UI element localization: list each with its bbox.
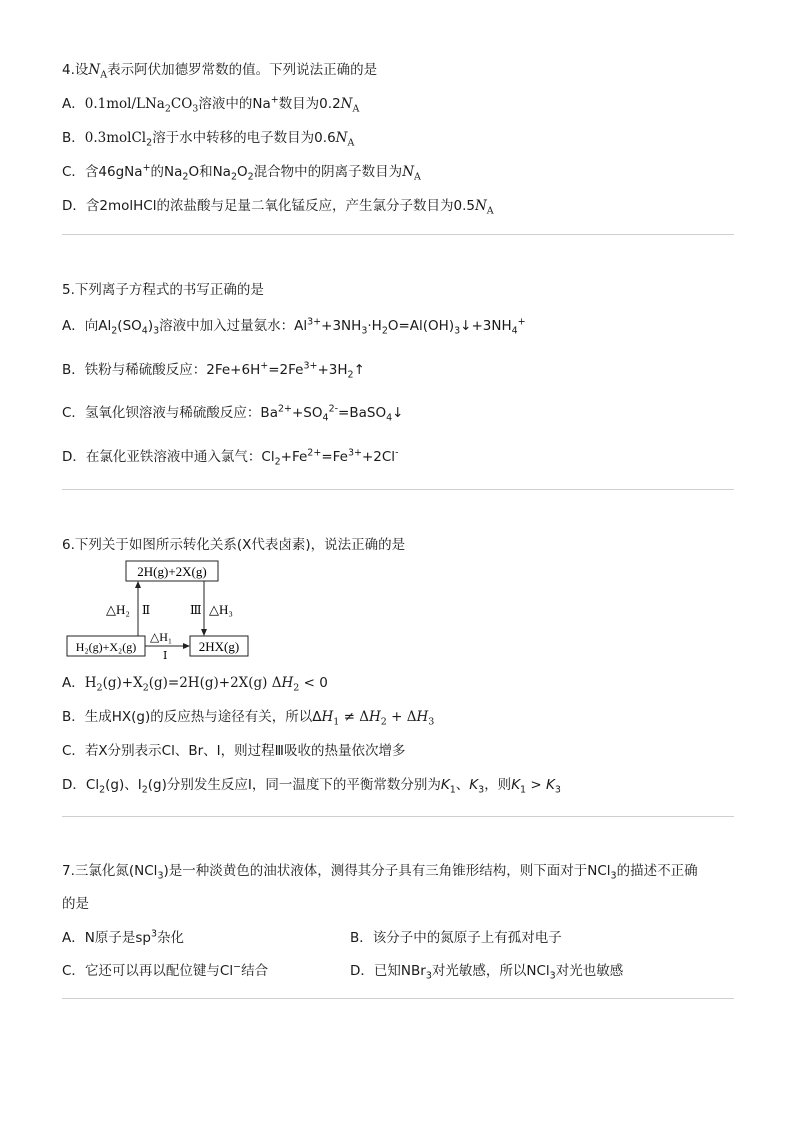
q5-option-c[interactable]: C．氢氧化钡溶液与稀硫酸反应：$Ba^{2+}+SO_4^{2-}=BaSO_4↓$	[62, 403, 404, 424]
route-iii-label: Ⅲ	[190, 603, 202, 617]
divider	[62, 489, 734, 490]
q4-option-c[interactable]: C．含46gNa+的$Na_2O$和$Na_2O_2$混合物中的阴离子数目为$N_A$	[62, 162, 421, 183]
q7-option-d[interactable]: D．已知NBr$_3$对光敏感，所以NCl$_3$对光也敏感	[350, 963, 624, 982]
q4-option-d[interactable]: D．含2molHCl的浓盐酸与足量二氧化锰反应，产生氯分子数目为$0.5N_A$	[62, 198, 494, 217]
diagram-top-box-label: 2H(g)+2X(g)	[137, 564, 207, 579]
q7-option-c[interactable]: C．它还可以再以配位键与Cl−结合	[62, 961, 269, 979]
arrow-path-i-head	[183, 643, 190, 649]
diagram-left-box-label: H₂(g)+X₂(g)	[75, 640, 137, 654]
q6-stem: 6.下列关于如图所示转化关系(X代表卤素)，说法正确的是	[62, 537, 406, 553]
divider	[62, 998, 734, 999]
divider	[62, 816, 734, 817]
q5-option-d[interactable]: D．在氯化亚铁溶液中通入氯气：$Cl_2+Fe^{2+}=Fe^{3+}+2Cl^-$	[62, 447, 399, 468]
dh1-label: △H₁	[150, 630, 173, 644]
q7-stem: 7.三氯化氮(NCl$_3$)是一种淡黄色的油状液体，测得其分子具有三角锥形结构，则下面对于NCl$_3$的描述不正确	[62, 863, 698, 882]
q6-option-d[interactable]: D．$Cl_2(g)$、$I_2(g)$分别发生反应Ⅰ，同一温度下的平衡常数分别为$K_1$、$K_3$，则$K_1 > K_3$	[62, 777, 561, 796]
divider	[62, 234, 734, 235]
q4-stem: 4.设$N_A$表示阿伏加德罗常数的值。下列说法正确的是	[62, 62, 378, 81]
q5-stem: 5.下列离子方程式的书写正确的是	[62, 282, 264, 298]
q6-diagram	[62, 558, 262, 662]
arrow-path-ii-head	[135, 581, 141, 588]
dh3-label: △H₃	[209, 602, 233, 617]
route-i-label: Ⅰ	[163, 650, 168, 662]
q6-option-a[interactable]: A．$H_2(g)+X_2(g)=2H(g)+2X(g) \Delta H_2 < 0$	[62, 675, 328, 694]
q7-option-b[interactable]: B．该分子中的氮原子上有孤对电子	[350, 930, 562, 946]
q4-option-a[interactable]: A．$0.1mol/LNa_2CO_3$溶液中的Na+数目为$0.2N_A$	[62, 94, 360, 115]
q4-option-b[interactable]: B．0.3molCl$_2$溶于水中转移的电子数目为$0.6N_A$	[62, 130, 355, 149]
q5-option-a[interactable]: A．向$Al_2(SO_4)_3$溶液中加入过量氨水：$Al^{3+}+3NH_3\cdot H_2O=Al(OH)_3↓+3NH_4^+$	[62, 316, 526, 337]
q7-stem-continued: 的是	[62, 896, 89, 912]
arrow-path-iii-head	[201, 629, 207, 636]
q5-option-b[interactable]: B．铁粉与稀硫酸反应：$2Fe+6H^+=2Fe^{3+}+3H_2↑$	[62, 360, 365, 381]
q7-option-a[interactable]: A．N原子是$sp^3$杂化	[62, 928, 184, 946]
diagram-right-box-label: 2HX(g)	[198, 639, 240, 654]
q6-option-b[interactable]: B．生成HX(g)的反应热与途径有关，所以$\Delta H_1 \ne \Delta H_2 + \Delta H_3$	[62, 709, 435, 728]
dh2-label: △H₂	[106, 602, 130, 617]
route-ii-label: Ⅱ	[142, 603, 151, 617]
q6-option-c[interactable]: C．若X分别表示Cl、Br、I，则过程Ⅲ吸收的热量依次增多	[62, 743, 406, 759]
